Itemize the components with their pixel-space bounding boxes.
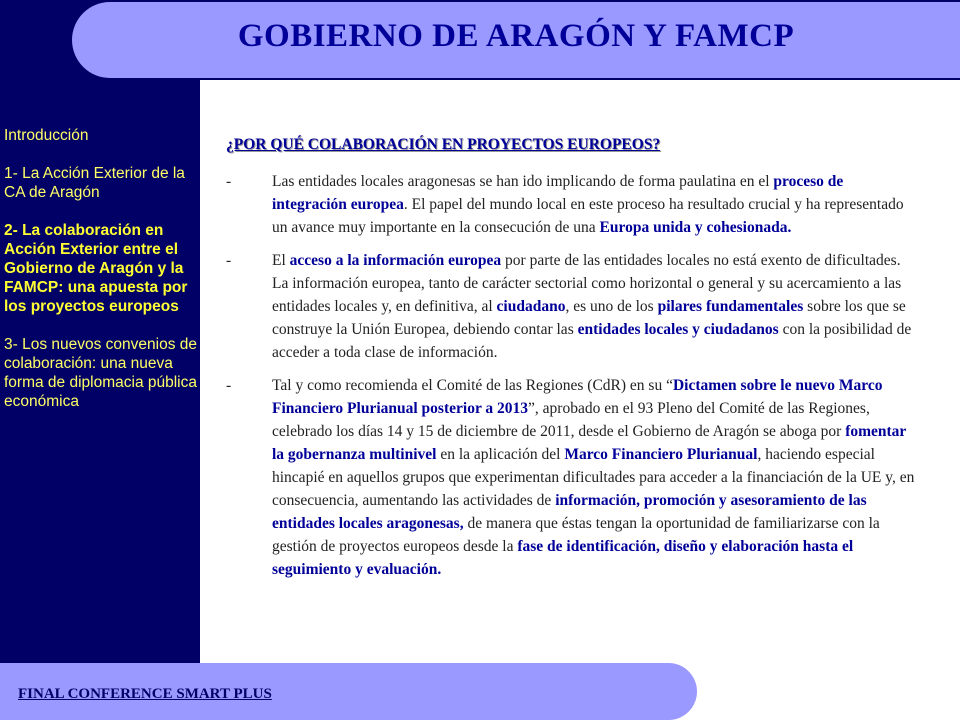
emphasis: entidades locales y ciudadanos (577, 321, 779, 338)
nav-item-introduccion[interactable]: Introducción (4, 127, 89, 144)
emphasis: Marco Financiero Plurianual (564, 446, 758, 463)
sidebar-nav (4, 126, 200, 430)
emphasis: Europa unida y cohesionada. (599, 219, 792, 236)
text: Tal y como recomienda el Comité de las Regiones (CdR) en su “ (272, 377, 673, 394)
nav-item-nuevos-convenios[interactable]: 3- Los nuevos convenios de colaboración: una nueva forma de diplomacia pública económica (4, 336, 198, 410)
emphasis: Dictamen sobre le nuevo Marco Financiero Plurianual posterior a 2013 (272, 377, 883, 417)
emphasis: ciudadano (496, 298, 566, 315)
paragraph-1 (226, 170, 916, 239)
emphasis: información, promoción y asesoramiento de las entidades locales aragonesas, (272, 492, 867, 532)
text: sobre los que se construye la Unión Europea, debiendo contar las (272, 298, 906, 338)
emphasis: acceso a la información europea (289, 252, 502, 269)
bullet-dash: - (226, 252, 232, 269)
nav-item-colaboracion[interactable]: 2- La colaboración en Acción Exterior entre el Gobierno de Aragón y la FAMCP: una apuesta por los proyectos europeos (4, 222, 188, 315)
page-title: GOBIERNO DE ARAGÓN Y FAMCP (237, 18, 795, 54)
bullet-dash: - (226, 377, 232, 394)
emphasis: proceso de integración europea (272, 173, 844, 213)
text: . El papel del mundo local en este proceso ha resultado crucial y ha representado un avance muy importante en la consecución de una (272, 196, 904, 236)
emphasis: pilares fundamentales (657, 298, 804, 315)
text: Las entidades locales aragonesas se han ido implicando de forma paulatina en el (272, 173, 774, 190)
text: por parte de las entidades locales no está exento de dificultades. La información europea, tanto de carácter sectorial como horizontal o general y su acercamiento a las entidades locales y, en definitiva, al (272, 252, 902, 315)
text: de manera que éstas tengan la oportunidad de familiarizarse con la gestión de proyectos europeos desde la (272, 515, 880, 555)
text: , es uno de los (565, 298, 658, 315)
text: El (272, 252, 290, 269)
text: , haciendo especial hincapié en aquellos grupos que experimentan dificultades para acceder a la financiación de la UE y, en consecuencia, aumentando las actividades de (272, 446, 915, 509)
section-heading: ¿POR QUÉ COLABORACIÓN EN PROYECTOS EUROPEOS? (226, 136, 661, 153)
main-content (226, 136, 916, 591)
text: en la aplicación del (436, 446, 565, 463)
paragraph-3 (226, 374, 916, 581)
paragraph-2 (226, 249, 916, 364)
text: con la posibilidad de acceder a toda clase de información. (272, 321, 912, 361)
text: ”, aprobado en el 93 Pleno del Comité de las Regiones, celebrado los días 14 y 15 de diciembre de 2011, desde el Gobierno de Aragón se aboga por (272, 400, 870, 440)
nav-item-accion-exterior[interactable]: 1- La Acción Exterior de la CA de Aragón (4, 165, 185, 201)
footer-label: FINAL CONFERENCE SMART PLUS (18, 686, 272, 702)
bullet-dash: - (226, 173, 232, 190)
emphasis: fomentar la gobernanza multinivel (272, 423, 907, 463)
emphasis: fase de identificación, diseño y elaboración hasta el seguimiento y evaluación. (272, 538, 854, 578)
